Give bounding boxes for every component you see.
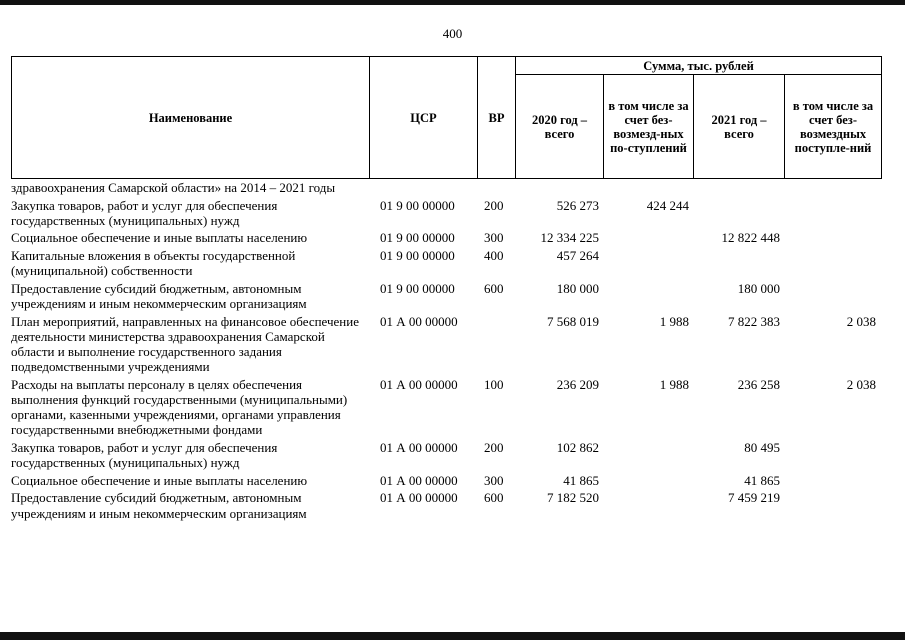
row-csr: 01 А 00 00000 (380, 376, 458, 392)
table-row (11, 440, 881, 470)
table-row (11, 198, 881, 228)
row-csr: 01 А 00 00000 (380, 490, 458, 506)
table-body (11, 180, 881, 523)
row-2021-total: 236 258 (737, 376, 780, 392)
row-2021-gratuitous: 2 038 (846, 376, 876, 392)
row-2021-total: 80 495 (744, 439, 780, 455)
row-csr: 01 А 00 00000 (380, 439, 458, 455)
row-name: Расходы на выплаты персоналу в целях обеспечения выполнения функций государственными (муниципальными) органами, казенными учреждениями, органами управления государственными внебюджетными фондами (11, 376, 348, 438)
table-row (11, 281, 881, 311)
row-vr: 200 (484, 439, 504, 455)
header-2020-gratuitous: в том числе за счет без-возмезд-ных по-ступлений (604, 75, 694, 179)
row-csr: 01 9 00 00000 (380, 230, 455, 246)
row-2020-total: 41 865 (563, 472, 599, 488)
row-vr: 300 (484, 472, 504, 488)
header-vr: ВР (478, 57, 516, 179)
row-name: План мероприятий, направленных на финансовое обеспечение деятельности министерства здравоохранения Самарской области и выполнение государственного задания подведомственными учреждениями (11, 313, 359, 375)
row-2021-total: 7 459 219 (728, 490, 780, 506)
row-name: Предоставление субсидий бюджетным, автономным учреждениям и иным некоммерческим организациям (11, 490, 307, 521)
row-name: Закупка товаров, работ и услуг для обеспечения государственных (муниципальных) нужд (11, 197, 278, 228)
header-csr: ЦСР (370, 57, 478, 179)
row-name: здравоохранения Самарской области» на 2014 – 2021 годы (11, 180, 336, 195)
row-2021-total: 7 822 383 (728, 313, 780, 329)
row-vr: 100 (484, 376, 504, 392)
header-2021-total: 2021 год – всего (694, 75, 785, 179)
table-header (11, 56, 882, 179)
row-2020-total: 102 862 (556, 439, 599, 455)
row-2021-total: 41 865 (744, 472, 780, 488)
row-name: Капитальные вложения в объекты государственной (муниципальной) собственности (11, 247, 296, 279)
table-row (11, 490, 881, 520)
row-2020-gratuitous: 424 244 (646, 197, 689, 213)
row-2020-total: 457 264 (556, 247, 599, 263)
row-csr: 01 9 00 00000 (380, 197, 455, 213)
row-2021-total: 12 822 448 (721, 230, 780, 246)
row-2021-gratuitous: 2 038 (846, 313, 876, 329)
row-csr: 01 А 00 00000 (380, 313, 458, 329)
table-row (11, 473, 881, 488)
row-2020-total: 12 334 225 (540, 230, 599, 246)
header-name: Наименование (12, 57, 370, 179)
table-row (11, 314, 881, 375)
row-2020-total: 180 000 (556, 280, 599, 296)
row-2020-gratuitous: 1 988 (659, 313, 689, 329)
row-2020-total: 236 209 (556, 376, 599, 392)
row-csr: 01 9 00 00000 (380, 280, 455, 296)
table-row (11, 180, 881, 195)
row-name: Социальное обеспечение и иные выплаты населению (11, 472, 308, 488)
table-row (11, 230, 881, 245)
row-name: Предоставление субсидий бюджетным, автономным учреждениям и иным некоммерческим организациям (11, 280, 307, 311)
table-row (11, 248, 881, 278)
row-2020-total: 7 568 019 (547, 313, 599, 329)
row-2020-total: 526 273 (556, 197, 599, 213)
row-csr: 01 9 00 00000 (380, 247, 455, 263)
scan-border-bottom (0, 632, 905, 640)
header-sum-group: Сумма, тыс. рублей (516, 57, 882, 75)
row-name: Закупка товаров, работ и услуг для обеспечения государственных (муниципальных) нужд (11, 439, 278, 471)
row-vr: 400 (484, 247, 504, 263)
table-row (11, 377, 881, 438)
row-name: Социальное обеспечение и иные выплаты населению (11, 230, 308, 246)
row-csr: 01 А 00 00000 (380, 472, 458, 488)
row-vr: 200 (484, 197, 504, 213)
header-2021-gratuitous: в том числе за счет без-возмездных поступле-ний (785, 75, 882, 179)
row-vr: 600 (484, 490, 504, 506)
row-2020-total: 7 182 520 (547, 490, 599, 506)
header-2020-total: 2020 год – всего (516, 75, 604, 179)
scan-border-top (0, 0, 905, 5)
row-vr: 300 (484, 230, 504, 246)
row-2020-gratuitous: 1 988 (659, 376, 689, 392)
row-2021-total: 180 000 (737, 280, 780, 296)
page-number: 400 (442, 26, 463, 41)
row-vr: 600 (484, 280, 504, 296)
